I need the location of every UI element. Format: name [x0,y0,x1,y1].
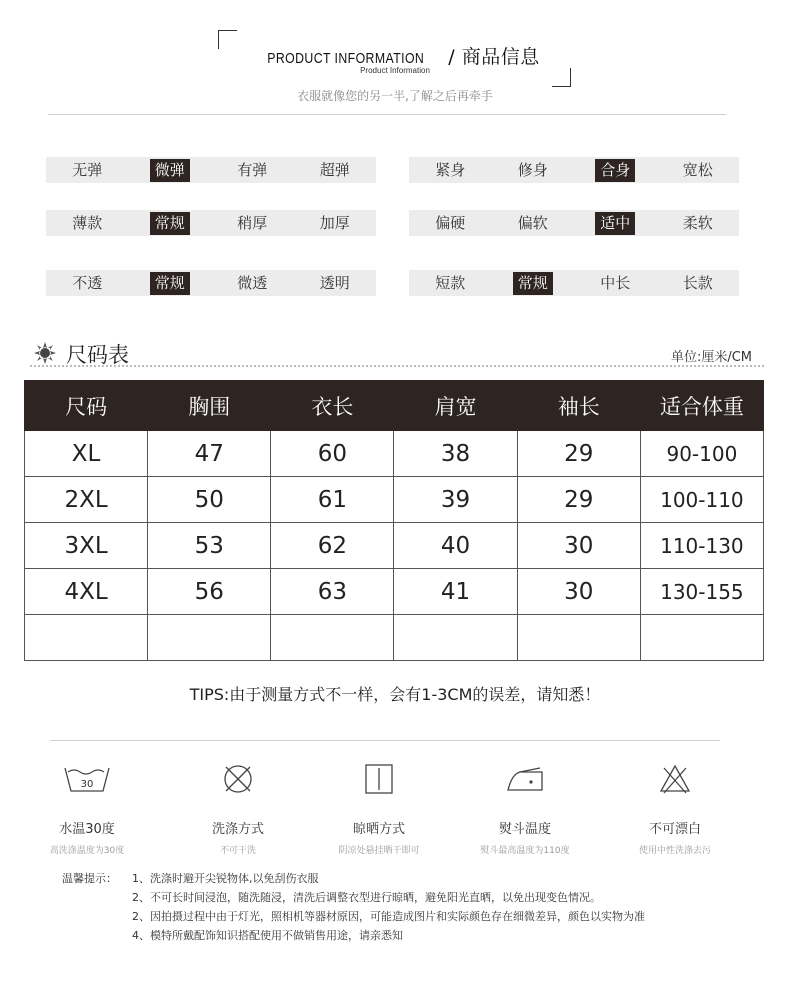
table-cell [148,615,271,661]
table-cell: 61 [271,477,394,523]
title-cn: 商品信息 [461,46,540,68]
notes-line: 2、因拍摄过程中由于灯光，照相机等器材原因，可能造成图片和实际颜色存在细微差异，颜色以实物为准 [132,910,645,923]
care-sub: 阴凉处悬挂晒干即可 [338,846,420,856]
table-cell: 40 [394,523,517,569]
table-cell [394,615,517,661]
attribute-strip-left [46,210,376,236]
attribute-strip-right [409,270,739,296]
notes-line: 4、模特所戴配饰知识搭配使用不做销售用途，请亲悉知 [132,929,403,942]
attribute-cell [657,270,740,296]
care-notes [62,870,762,950]
attribute-cell [129,210,212,236]
attribute-strip-left [46,270,376,296]
table-cell: 60 [271,431,394,477]
table-cell [25,615,148,661]
notes-line: 1、洗涤时避开尖锐物体,以免刮伤衣服 [132,872,319,885]
no-dry-clean-icon [173,760,303,798]
table-cell: 2XL [25,477,148,523]
notes-title: 温馨提示： [62,872,117,885]
tips-text: TIPS:由于测量方式不一样，会有1-3CM的误差，请知悉！ [189,685,601,704]
attribute-cell [46,157,129,183]
table-cell: 39 [394,477,517,523]
care-divider [50,740,720,741]
attribute-cell [657,157,740,183]
attribute-option: 柔软 [682,213,713,232]
attribute-cell [409,157,492,183]
attribute-option: 有弹 [237,160,268,179]
attribute-option-selected: 微弹 [150,159,190,182]
attribute-cell [492,270,575,296]
attribute-cell [294,270,377,296]
attribute-cell [211,270,294,296]
attribute-cell [574,270,657,296]
table-cell: 53 [148,523,271,569]
wash-30-icon [22,760,152,798]
col-header: 胸围 [148,381,271,431]
care-item-wash [22,760,152,856]
attribute-cell [294,210,377,236]
sun-icon [34,342,56,364]
size-chart-unit: 单位:厘米/CM [670,350,752,365]
attribute-option: 紧身 [435,160,466,179]
table-cell: 30 [517,569,640,615]
attribute-cell [492,157,575,183]
col-header: 肩宽 [394,381,517,431]
attribute-option: 超弹 [319,160,350,179]
page-subtitle: Product Information [360,66,430,75]
table-row [25,569,764,615]
table-cell: 30 [517,523,640,569]
attribute-option: 加厚 [319,213,350,232]
table-cell: 90-100 [640,431,763,477]
attribute-option: 薄款 [72,213,103,232]
attribute-option: 短款 [435,273,466,292]
table-cell: 110-130 [640,523,763,569]
col-header: 衣长 [271,381,394,431]
size-table [24,380,764,661]
notes-line: 2、不可长时间浸泡，随洗随浸，清洗后调整衣型进行晾晒，避免阳光直晒，以免出现变色情况。 [132,891,601,904]
attribute-option-selected: 合身 [595,159,635,182]
wash-temp-text: 30 [80,779,94,790]
attribute-cell [46,270,129,296]
care-label: 熨斗温度 [498,822,551,837]
attribute-option: 偏软 [517,213,548,232]
attribute-option-selected: 常规 [513,272,553,295]
attribute-strip-right [409,210,739,236]
table-cell [271,615,394,661]
col-header: 适合体重 [640,381,763,431]
attribute-cell [211,210,294,236]
table-row [25,523,764,569]
attribute-option: 稍厚 [237,213,268,232]
table-cell: 4XL [25,569,148,615]
attribute-option: 偏硬 [435,213,466,232]
size-chart-dotted-rule [30,365,764,367]
care-sub: 高洗涤温度为30度 [49,846,125,856]
care-item-ironing [460,760,590,856]
size-chart-title: 尺码表 [66,343,129,367]
table-cell: 38 [394,431,517,477]
table-cell: 47 [148,431,271,477]
care-label: 晾晒方式 [352,822,405,837]
line-dry-icon [314,760,444,798]
title-separator: / [448,46,456,68]
attribute-cell [574,157,657,183]
attribute-option: 宽松 [682,160,713,179]
table-cell: 29 [517,431,640,477]
table-row [25,615,764,661]
table-cell: 50 [148,477,271,523]
care-sub: 熨斗最高温度为110度 [480,846,570,856]
attribute-option: 透明 [319,273,350,292]
attribute-option-selected: 适中 [595,212,635,235]
table-cell: 41 [394,569,517,615]
attribute-cell [657,210,740,236]
table-cell: 56 [148,569,271,615]
attribute-strip-right [409,157,739,183]
iron-icon [460,760,590,798]
table-row [25,477,764,523]
attribute-cell [574,210,657,236]
table-cell: 130-155 [640,569,763,615]
table-cell [517,615,640,661]
care-label: 洗涤方式 [211,822,264,837]
title-en: PRODUCT INFORMATION [267,50,425,67]
attribute-cell [46,210,129,236]
size-table-header [25,381,764,431]
table-cell: XL [25,431,148,477]
attribute-option-selected: 常规 [150,272,190,295]
attribute-cell [294,157,377,183]
attribute-strip-left [46,157,376,183]
attribute-option: 不透 [72,273,103,292]
attribute-cell [129,270,212,296]
care-label: 水温30度 [59,822,115,837]
attribute-cell [129,157,212,183]
care-item-washing-method [173,760,303,856]
header-divider [48,114,726,115]
care-sub: 不可干洗 [219,846,256,856]
table-cell: 63 [271,569,394,615]
table-cell: 3XL [25,523,148,569]
attribute-option: 无弹 [72,160,103,179]
care-item-bleach [610,760,740,856]
page-tagline: 衣服就像您的另一半,了解之后再牵手 [297,89,493,103]
attribute-cell [409,270,492,296]
care-label: 不可漂白 [648,822,701,837]
attribute-option: 中长 [600,273,631,292]
attribute-option: 长款 [682,273,713,292]
col-header: 袖长 [517,381,640,431]
attribute-cell [409,210,492,236]
attribute-cell [492,210,575,236]
table-cell: 100-110 [640,477,763,523]
attribute-option-selected: 常规 [150,212,190,235]
table-cell: 29 [517,477,640,523]
care-item-drying [314,760,444,856]
attribute-option: 微透 [237,273,268,292]
col-header: 尺码 [25,381,148,431]
table-cell: 62 [271,523,394,569]
attribute-option: 修身 [517,160,548,179]
care-sub: 使用中性洗涤去污 [638,846,711,856]
no-bleach-icon [610,760,740,798]
table-cell [640,615,763,661]
attribute-cell [211,157,294,183]
page-title [0,42,790,69]
table-row [25,431,764,477]
